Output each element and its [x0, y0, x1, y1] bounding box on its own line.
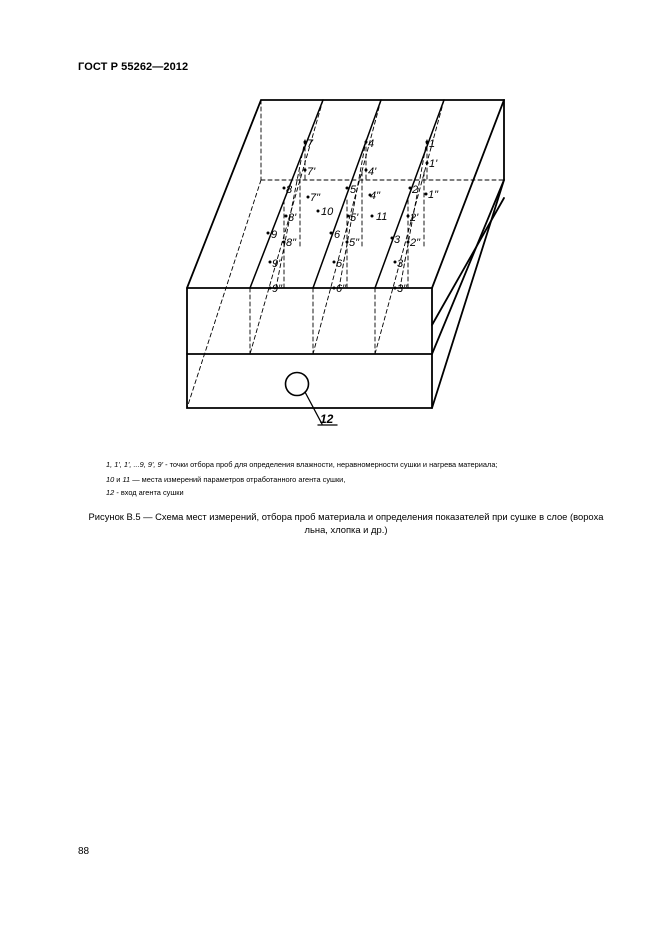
legend-line-3	[106, 489, 184, 496]
point-label: 8"	[286, 237, 297, 249]
point-label: 5	[350, 184, 357, 196]
point-label: 7"	[310, 192, 321, 204]
legend-text: и	[116, 475, 121, 484]
point-label: 9	[271, 229, 278, 241]
figure-caption: Рисунок В.5 — Схема мест измерений, отбора проб материала и определения показателей при сушке в слое (ворoха льна, хлопка и др.)	[88, 511, 604, 535]
legend-line-1	[106, 461, 497, 468]
point-label: 7	[307, 138, 314, 150]
point-label: 9"	[272, 283, 283, 295]
point-label: 3	[394, 234, 401, 246]
point-label: 2	[412, 184, 419, 196]
legend-line-2	[106, 476, 345, 483]
legend-key: 11	[122, 475, 131, 484]
legend-key: 12 -	[106, 488, 119, 497]
point-label: 4	[368, 138, 375, 150]
point-label: 5'	[350, 212, 359, 224]
point-label: 1	[429, 138, 436, 150]
point-label: 6'	[336, 258, 345, 270]
point-label: 4'	[368, 166, 377, 178]
point-label: 5"	[349, 237, 360, 249]
legend-text: вход агента сушки	[120, 488, 184, 497]
point-label: 2'	[410, 212, 419, 224]
point-label: 1"	[428, 189, 439, 201]
point-label: 3'	[397, 258, 406, 270]
point-label: 6"	[336, 283, 347, 295]
document-header: ГОСТ Р 55262—2012	[78, 61, 189, 73]
page-number: 88	[78, 846, 90, 857]
point-label: 3"	[397, 283, 408, 295]
point-label: 6	[334, 229, 341, 241]
legend-key: 10	[106, 475, 115, 484]
inlet-label: 12	[320, 412, 334, 426]
point-label: 4"	[370, 190, 381, 202]
point-label: 8'	[288, 212, 297, 224]
point-label: 2"	[410, 237, 421, 249]
legend-text: точки отбора проб для определения влажности, неравномерности сушки и нагрева материала;	[169, 460, 498, 469]
point-label: 7'	[307, 166, 316, 178]
point-label: 11	[376, 211, 388, 223]
point-label: 1'	[429, 158, 438, 170]
point-label: 9'	[272, 258, 281, 270]
point-label: 10	[321, 206, 334, 218]
legend-key: 1, 1', 1', ...9, 9', 9' -	[106, 460, 168, 469]
legend-text: — места измерений параметров отработанного агента сушки,	[132, 475, 346, 484]
point-label: 8	[286, 184, 293, 196]
hidden-lines	[187, 100, 504, 408]
